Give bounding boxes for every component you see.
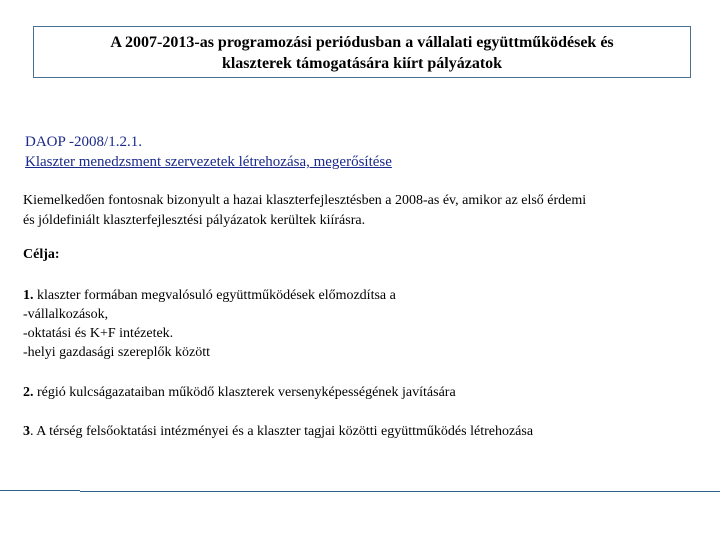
goal-2-number: 2. (23, 385, 34, 400)
goal-1-text: klaszter formában megvalósuló együttműködések előmozdítsa a (33, 288, 396, 303)
goal-2-line (23, 383, 683, 402)
page-title-line-1: A 2007-2013-as programozási periódusban a vállalati együttműködések és (110, 34, 614, 51)
program-name: Klaszter menedzsment szervezetek létrehozása, megerősítése (25, 154, 392, 170)
goal-1-subitem-3: -helyi gazdasági szereplők között (23, 345, 210, 360)
goal-3-line (23, 422, 683, 441)
goal-1-subitem-2: -oktatási és K+F intézetek. (23, 326, 174, 341)
goal-3-text: . A térség felsőoktatási intézményei és a klaszter tagjai közötti együttműködés létrehozása (30, 424, 534, 439)
goal-item-2 (23, 383, 683, 402)
intro-paragraph (23, 191, 683, 231)
goal-2-text: régió kulcságazataiban működő klaszterek versenyképességének javítására (33, 385, 456, 400)
footer-divider (0, 488, 720, 492)
page-title-line-2: klaszterek támogatására kiírt pályázatok (221, 55, 503, 72)
title-box (33, 26, 691, 78)
program-code: DAOP -2008/1.2.1. (25, 134, 142, 150)
goal-1-subitem-1: -vállalkozások, (23, 307, 109, 322)
intro-line-2: és jóldefiniált klaszterfejlesztési pályázatok kerültek kiírásra. (23, 213, 366, 228)
goal-1-number: 1. (23, 288, 34, 303)
goal-item-3 (23, 422, 683, 441)
intro-line-1: Kiemelkedően fontosnak bizonyult a hazai klaszterfejlesztésben a 2008-as év, amikor az első érdemi (23, 193, 587, 208)
goals-heading: Célja: (23, 247, 60, 262)
goal-item-1 (23, 286, 683, 362)
goal-1-line (23, 286, 683, 305)
footer-divider-left (0, 490, 80, 491)
footer-divider-right (80, 491, 720, 492)
goal-3-number: 3 (23, 424, 30, 439)
